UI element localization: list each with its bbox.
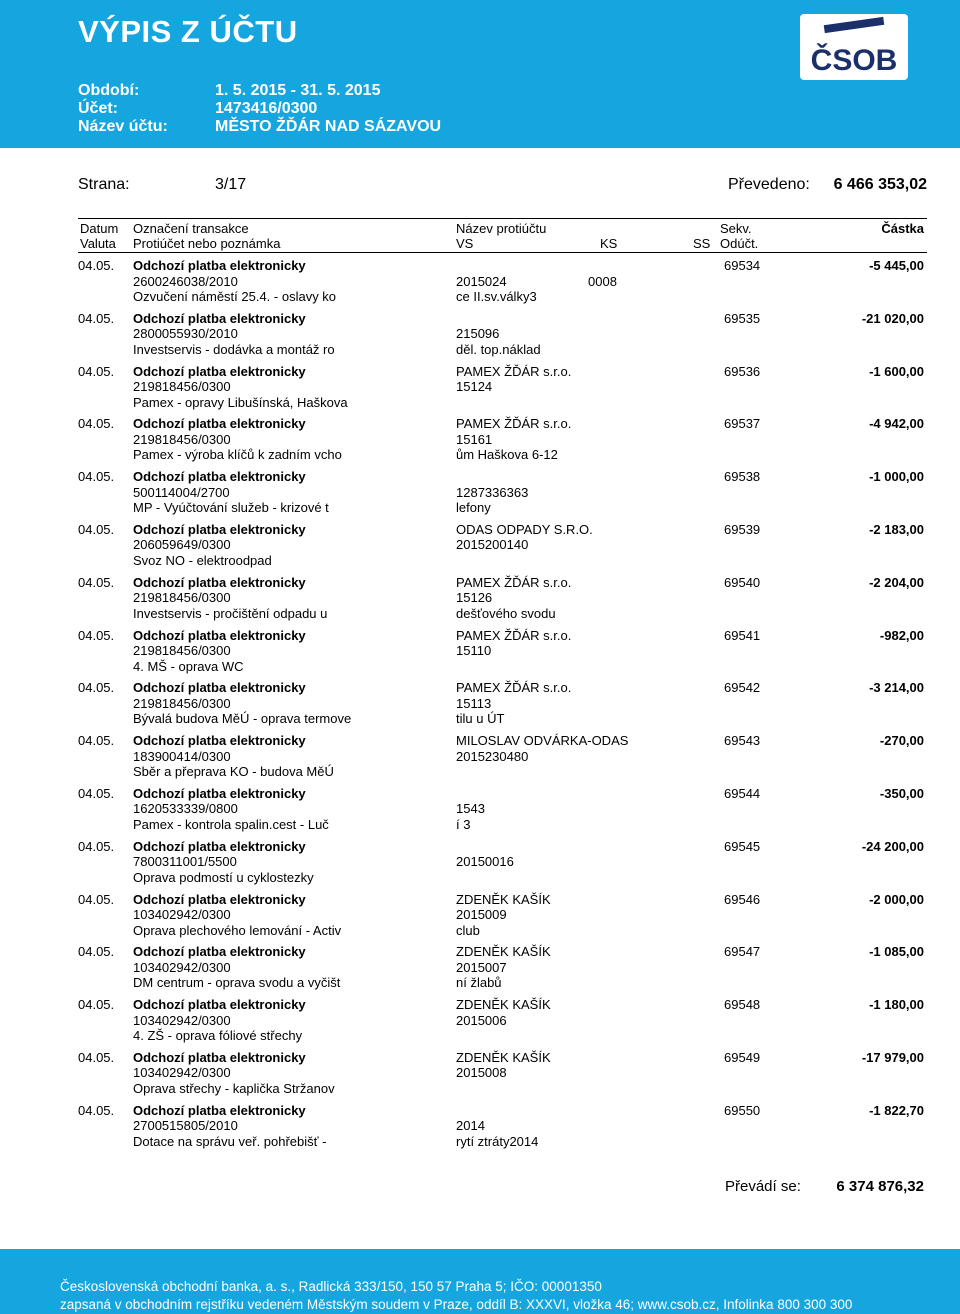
row-type: Odchozí platba elektronicky xyxy=(133,733,306,749)
row-note: Pamex - výroba klíčů k zadním vcho xyxy=(133,447,342,463)
row-vs: 1287336363 xyxy=(456,484,529,500)
page-title: VÝPIS Z ÚČTU xyxy=(78,14,298,49)
table-row xyxy=(0,364,960,417)
row-vs: 2015007 xyxy=(456,959,507,975)
row-vs: 2015024 xyxy=(456,273,507,289)
row-vs: 15113 xyxy=(456,695,492,711)
row-counterparty-extra: club xyxy=(456,922,480,938)
row-counterparty: PAMEX ŽĎÁR s.r.o. xyxy=(456,680,572,696)
period-label: Období: xyxy=(78,82,140,99)
row-vs: 215096 xyxy=(456,326,500,342)
row-amount: -270,00 xyxy=(879,733,924,749)
account-label: Účet: xyxy=(78,100,119,117)
row-note: Pamex - kontrola spalin.cest - Luč xyxy=(133,816,329,832)
col-oduct: Odúčt. xyxy=(720,236,759,251)
table-row xyxy=(0,997,960,1050)
row-vs: 20150016 xyxy=(456,854,514,870)
row-vs: 2015230480 xyxy=(456,748,529,764)
row-type: Odchozí platba elektronicky xyxy=(133,310,306,326)
account-value: 1473416/0300 xyxy=(215,100,318,117)
row-type: Odchozí platba elektronicky xyxy=(133,891,306,907)
col-valuta: Valuta xyxy=(80,236,116,251)
col-vs: VS xyxy=(456,236,474,251)
account-name-label: Název účtu: xyxy=(78,118,168,135)
row-account: 219818456/0300 xyxy=(133,695,231,711)
row-sequence: 69550 xyxy=(724,1102,761,1118)
col-ss: SS xyxy=(693,236,711,251)
row-date: 04.05. xyxy=(78,258,115,273)
row-sequence: 69546 xyxy=(724,891,761,907)
page-label: Strana: xyxy=(78,176,130,193)
table-row xyxy=(0,680,960,733)
row-date: 04.05. xyxy=(78,838,115,854)
row-vs: 2015008 xyxy=(456,1065,507,1081)
row-account: 103402942/0300 xyxy=(133,907,231,923)
row-sequence: 69538 xyxy=(724,469,761,485)
row-date: 04.05. xyxy=(78,310,115,326)
carry-value: 6 374 876,32 xyxy=(836,1178,924,1195)
row-vs: 15110 xyxy=(456,643,492,659)
table-row xyxy=(0,1050,960,1103)
table-row xyxy=(0,575,960,628)
row-note: DM centrum - oprava svodu a vyčišt xyxy=(133,975,341,991)
row-amount: -1 600,00 xyxy=(869,363,924,379)
table-row xyxy=(0,628,960,681)
row-date: 04.05. xyxy=(78,627,115,643)
row-type: Odchozí platba elektronicky xyxy=(133,785,306,801)
row-amount: -1 085,00 xyxy=(869,944,924,960)
row-account: 219818456/0300 xyxy=(133,379,231,395)
row-sequence: 69540 xyxy=(724,574,761,590)
row-note: Svoz NO - elektroodpad xyxy=(133,552,272,568)
row-ks: 0008 xyxy=(588,273,617,289)
row-account: 500114004/2700 xyxy=(133,484,230,500)
row-note: Oprava plechového lemování - Activ xyxy=(133,922,342,938)
row-counterparty-extra: děl. top.náklad xyxy=(456,341,541,357)
row-date: 04.05. xyxy=(78,944,115,960)
row-account: 219818456/0300 xyxy=(133,590,231,606)
row-sequence: 69541 xyxy=(724,627,761,643)
table-row xyxy=(0,1103,960,1156)
row-account: 2700515805/2010 xyxy=(133,1118,238,1134)
row-sequence: 69539 xyxy=(724,521,761,537)
footer-line-2: zapsaná v obchodním rejstříku vedeném Městským soudem v Praze, oddíl B: XXXVI, vložka 46; www.csob.cz, Infolinka 800 300 300 xyxy=(60,1297,853,1312)
row-date: 04.05. xyxy=(78,680,115,696)
row-account: 219818456/0300 xyxy=(133,643,231,659)
row-type: Odchozí platba elektronicky xyxy=(133,521,306,537)
row-type: Odchozí platba elektronicky xyxy=(133,1102,306,1118)
row-amount: -350,00 xyxy=(879,785,924,801)
row-type: Odchozí platba elektronicky xyxy=(133,838,306,854)
row-type: Odchozí platba elektronicky xyxy=(133,944,306,960)
row-amount: -4 942,00 xyxy=(869,416,924,432)
row-note: Sběr a přeprava KO - budova MěÚ xyxy=(133,764,334,780)
row-vs: 2014 xyxy=(456,1118,485,1134)
col-protiucet: Protiúčet nebo poznámka xyxy=(133,236,281,251)
row-account: 2600246038/2010 xyxy=(133,273,238,289)
row-note: MP - Vyúčtování služeb - krizové t xyxy=(133,500,329,516)
col-sekv: Sekv. xyxy=(720,221,752,236)
col-castka: Částka xyxy=(881,221,924,236)
svg-text:ČSOB: ČSOB xyxy=(810,44,898,77)
row-vs: 15124 xyxy=(456,379,493,395)
row-amount: -2 000,00 xyxy=(869,891,924,907)
row-vs: 2015009 xyxy=(456,907,507,923)
row-sequence: 69535 xyxy=(724,310,761,326)
row-note: 4. ZŠ - oprava fóliové střechy xyxy=(133,1028,303,1044)
row-sequence: 69543 xyxy=(724,733,761,749)
row-vs: 2015006 xyxy=(456,1012,507,1028)
row-sequence: 69545 xyxy=(724,838,761,854)
table-row xyxy=(0,839,960,892)
table-row xyxy=(0,258,960,311)
row-amount: -1 180,00 xyxy=(869,997,924,1013)
col-datum: Datum xyxy=(80,221,119,236)
row-counterparty-extra: lefony xyxy=(456,500,491,516)
row-account: 7800311001/5500 xyxy=(133,854,237,870)
row-counterparty: PAMEX ŽĎÁR s.r.o. xyxy=(456,416,572,432)
row-type: Odchozí platba elektronicky xyxy=(133,1049,306,1065)
row-type: Odchozí platba elektronicky xyxy=(133,469,306,485)
table-row xyxy=(0,786,960,839)
row-counterparty: PAMEX ŽĎÁR s.r.o. xyxy=(456,363,572,379)
row-amount: -2 183,00 xyxy=(869,521,924,537)
row-counterparty-extra: ům Haškova 6-12 xyxy=(456,447,558,463)
row-type: Odchozí platba elektronicky xyxy=(133,416,306,432)
row-amount: -24 200,00 xyxy=(861,838,924,854)
row-date: 04.05. xyxy=(78,997,115,1013)
row-counterparty: ZDENĚK KAŠÍK xyxy=(456,997,551,1013)
row-sequence: 69536 xyxy=(724,363,761,379)
row-counterparty: PAMEX ŽĎÁR s.r.o. xyxy=(456,627,572,643)
account-name-value: MĚSTO ŽĎÁR NAD SÁZAVOU xyxy=(215,118,442,135)
col-ks: KS xyxy=(600,236,618,251)
csob-logo-icon xyxy=(800,14,908,80)
row-counterparty-extra: ní žlabů xyxy=(456,975,502,991)
page-number: 3/17 xyxy=(215,176,247,193)
row-amount: -1 822,70 xyxy=(869,1102,924,1118)
table-row xyxy=(0,892,960,945)
row-counterparty-extra: dešťového svodu xyxy=(456,605,556,621)
table-row xyxy=(0,311,960,364)
carry-label: Převádí se: xyxy=(725,1178,801,1195)
row-account: 206059649/0300 xyxy=(133,537,231,553)
row-date: 04.05. xyxy=(78,1102,115,1118)
row-account: 183900414/0300 xyxy=(133,748,231,764)
row-sequence: 69534 xyxy=(724,258,761,273)
row-type: Odchozí platba elektronicky xyxy=(133,258,306,273)
transferred-value: 6 466 353,02 xyxy=(833,176,927,193)
col-oznaceni: Označení transakce xyxy=(133,221,249,236)
csob-logo xyxy=(800,14,908,80)
row-account: 103402942/0300 xyxy=(133,1065,231,1081)
transferred-label: Převedeno: xyxy=(728,176,810,193)
row-vs: 15126 xyxy=(456,590,493,606)
row-type: Odchozí platba elektronicky xyxy=(133,627,306,643)
row-date: 04.05. xyxy=(78,733,115,749)
row-sequence: 69542 xyxy=(724,680,761,696)
row-date: 04.05. xyxy=(78,891,115,907)
row-counterparty: ZDENĚK KAŠÍK xyxy=(456,944,551,960)
row-counterparty-extra: tilu u ÚT xyxy=(456,711,505,727)
row-vs: 2015200140 xyxy=(456,537,529,553)
row-date: 04.05. xyxy=(78,574,115,590)
transactions-table xyxy=(0,258,960,1156)
row-type: Odchozí platba elektronicky xyxy=(133,363,306,379)
row-amount: -982,00 xyxy=(879,627,924,643)
row-counterparty-extra: ce II.sv.války3 xyxy=(456,289,537,304)
row-amount: -2 204,00 xyxy=(869,574,924,590)
row-amount: -21 020,00 xyxy=(861,310,924,326)
table-row xyxy=(0,944,960,997)
row-sequence: 69549 xyxy=(724,1049,761,1065)
table-row xyxy=(0,469,960,522)
period-value: 1. 5. 2015 - 31. 5. 2015 xyxy=(215,82,381,99)
row-account: 1620533339/0800 xyxy=(133,801,238,817)
row-date: 04.05. xyxy=(78,363,115,379)
table-row xyxy=(0,733,960,786)
row-note: Pamex - opravy Libušínská, Haškova xyxy=(133,394,348,410)
row-amount: -3 214,00 xyxy=(869,680,924,696)
row-note: Oprava střechy - kaplička Stržanov xyxy=(133,1080,335,1096)
row-sequence: 69544 xyxy=(724,785,761,801)
table-row xyxy=(0,522,960,575)
col-nazev: Název protiúčtu xyxy=(456,221,547,236)
row-type: Odchozí platba elektronicky xyxy=(133,997,306,1013)
footer xyxy=(0,1249,960,1314)
row-counterparty: ODAS ODPADY S.R.O. xyxy=(456,521,593,537)
row-note: Investservis - pročištění odpadu u xyxy=(133,605,328,621)
footer-line-1: Československá obchodní banka, a. s., Radlická 333/150, 150 57 Praha 5; IČO: 00001350 xyxy=(60,1279,602,1294)
row-vs: 1543 xyxy=(456,801,485,817)
row-counterparty: MILOSLAV ODVÁRKA-ODAS xyxy=(456,733,629,749)
row-date: 04.05. xyxy=(78,521,115,537)
row-account: 103402942/0300 xyxy=(133,959,231,975)
row-note: 4. MŠ - oprava WC xyxy=(133,658,244,674)
table-header-rule xyxy=(78,252,927,253)
row-counterparty-extra: rytí ztráty2014 xyxy=(456,1133,539,1149)
row-account: 219818456/0300 xyxy=(133,431,231,447)
row-sequence: 69548 xyxy=(724,997,761,1013)
row-account: 103402942/0300 xyxy=(133,1012,231,1028)
row-amount: -1 000,00 xyxy=(869,469,924,485)
row-sequence: 69547 xyxy=(724,944,761,960)
row-date: 04.05. xyxy=(78,1049,115,1065)
row-amount: -17 979,00 xyxy=(861,1049,924,1065)
row-type: Odchozí platba elektronicky xyxy=(133,680,306,696)
row-counterparty: ZDENĚK KAŠÍK xyxy=(456,891,551,907)
row-note: Oprava podmostí u cyklostezky xyxy=(133,869,314,885)
row-note: Dotace na správu veř. pohřebišť - xyxy=(133,1133,327,1149)
table-row xyxy=(0,416,960,469)
row-counterparty-extra: í 3 xyxy=(456,816,471,832)
row-sequence: 69537 xyxy=(724,416,761,432)
row-counterparty: PAMEX ŽĎÁR s.r.o. xyxy=(456,574,572,590)
row-type: Odchozí platba elektronicky xyxy=(133,574,306,590)
row-amount: -5 445,00 xyxy=(869,258,924,273)
row-note: Ozvučení náměstí 25.4. - oslavy ko xyxy=(133,289,337,304)
row-note: Bývalá budova MěÚ - oprava termove xyxy=(133,711,352,727)
row-vs: 15161 xyxy=(456,431,493,447)
row-date: 04.05. xyxy=(78,469,115,485)
row-note: Investservis - dodávka a montáž ro xyxy=(133,341,335,357)
row-date: 04.05. xyxy=(78,785,115,801)
row-counterparty: ZDENĚK KAŠÍK xyxy=(456,1049,551,1065)
row-date: 04.05. xyxy=(78,416,115,432)
row-account: 2800055930/2010 xyxy=(133,326,238,342)
table-top-rule xyxy=(78,218,927,219)
